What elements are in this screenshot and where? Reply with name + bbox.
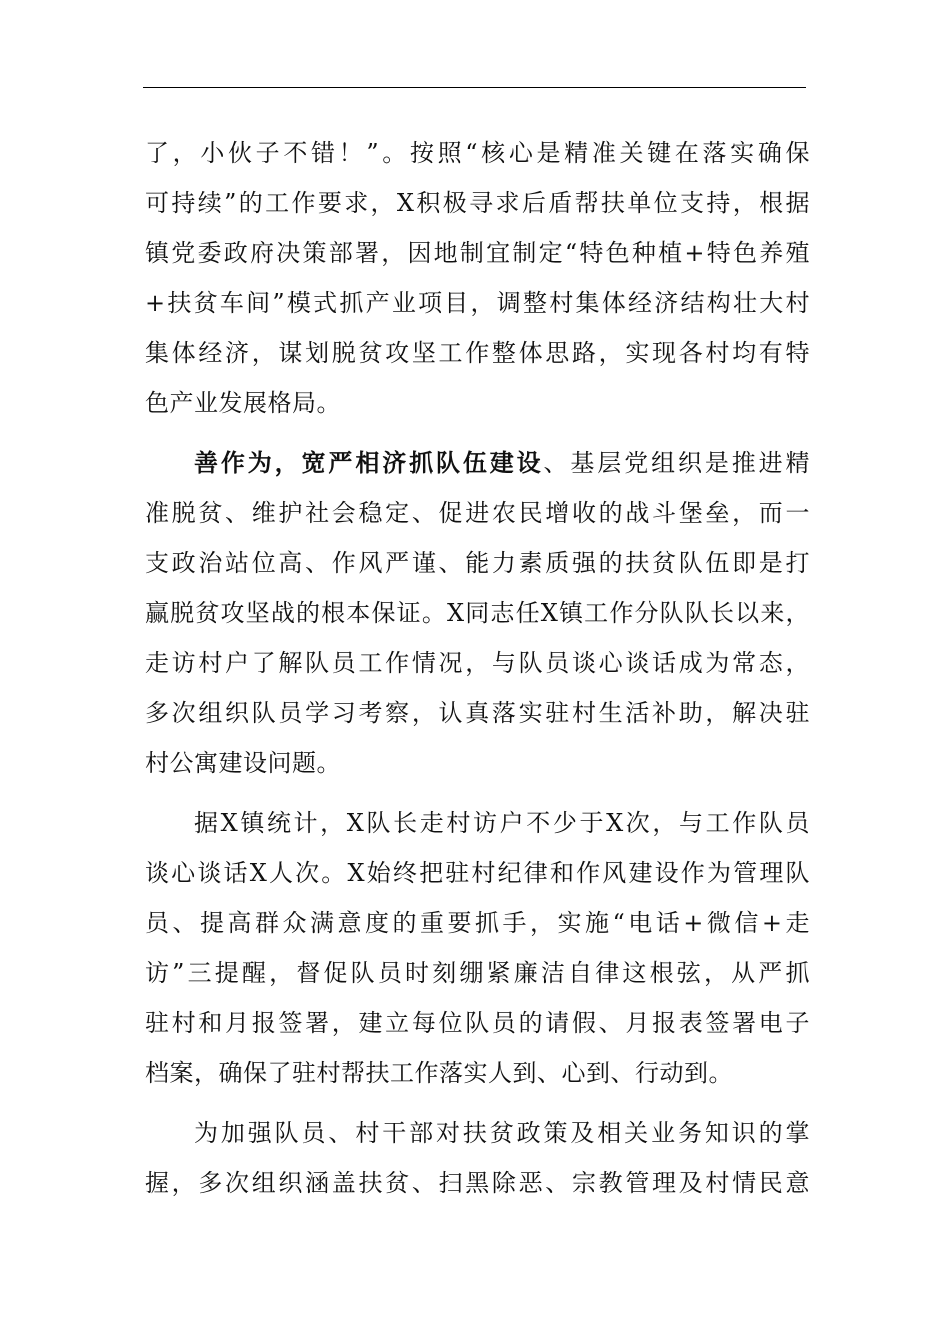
text-line: 走访村户了解队员工作情况，与队员谈心谈话成为常态， [145, 649, 810, 677]
text-line: 色产业发展格局。 [145, 389, 341, 417]
text-line [145, 438, 810, 488]
text-line: 档案，确保了驻村帮扶工作落实人到、心到、行动到。 [145, 1059, 733, 1087]
text-line: 村公寓建设问题。 [145, 749, 341, 777]
heading-line-rest: 、基层党组织是推进精 [543, 449, 811, 477]
text-line: 员、提高群众满意度的重要抓手，实施“电话+微信+走 [145, 909, 810, 937]
paragraph-3 [145, 798, 810, 1098]
text-line: 驻村和月报签署，建立每位队员的请假、月报表签署电子 [145, 1009, 810, 1037]
text-line: 赢脱贫攻坚战的根本保证。X同志任X镇工作分队队长以来， [145, 599, 810, 627]
section-heading: 善作为，宽严相济抓队伍建设 [194, 448, 544, 477]
text-line: 可持续”的工作要求，X积极寻求后盾帮扶单位支持，根据 [145, 189, 810, 217]
text-line: 了，小伙子不错！”。按照“核心是精准关键在落实确保 [145, 139, 810, 167]
paragraph-4 [145, 1108, 810, 1208]
text-line: 谈心谈话X人次。X始终把驻村纪律和作风建设作为管理队 [145, 859, 810, 887]
text-line: 握，多次组织涵盖扶贫、扫黑除恶、宗教管理及村情民意 [145, 1169, 810, 1197]
text-line: 多次组织队员学习考察，认真落实驻村生活补助，解决驻 [145, 699, 810, 727]
text-line: 访”三提醒，督促队员时刻绷紧廉洁自律这根弦，从严抓 [145, 959, 810, 987]
text-line: 为加强队员、村干部对扶贫政策及相关业务知识的掌 [194, 1119, 810, 1147]
text-line: 支政治站位高、作风严谨、能力素质强的扶贫队伍即是打 [145, 549, 810, 577]
text-line: 集体经济，谋划脱贫攻坚工作整体思路，实现各村均有特 [145, 339, 810, 367]
paragraph-1 [145, 128, 810, 428]
body-text [145, 128, 810, 1208]
paragraph-2 [145, 438, 810, 788]
text-line: +扶贫车间”模式抓产业项目，调整村集体经济结构壮大村 [145, 289, 810, 317]
text-line: 镇党委政府决策部署，因地制宜制定“特色种植+特色养殖 [145, 239, 810, 267]
header-rule [143, 87, 806, 88]
text-line: 据X镇统计，X队长走村访户不少于X次，与工作队员 [194, 809, 810, 837]
text-line: 准脱贫、维护社会稳定、促进农民增收的战斗堡垒，而一 [145, 499, 810, 527]
